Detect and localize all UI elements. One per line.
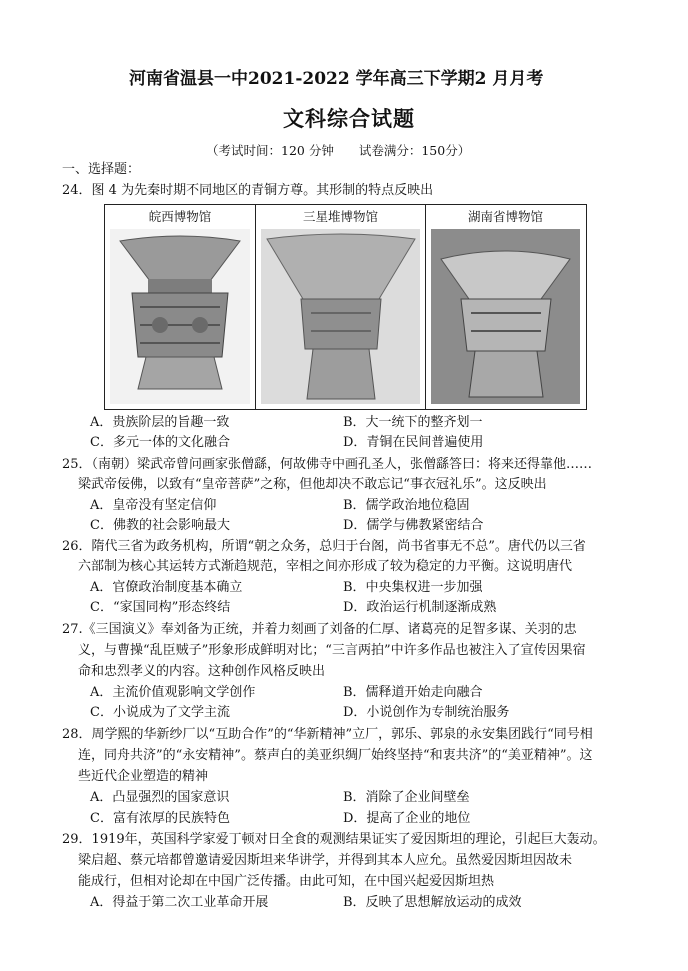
question-25-option-c: C．佛教的社会影响最大 (90, 518, 230, 533)
question-25-option-b: B．儒学政治地位稳固 (343, 498, 470, 513)
question-29-line-2: 梁启超、蔡元培都曾邀请爱因斯坦来华讲学，并得到其本人应允。虽然爱因斯坦因故未 (78, 853, 573, 868)
exam-title: 河南省温县一中2021-2022 学年高三下学期2 月月考 (129, 69, 544, 89)
question-24-option-d: D．青铜在民间普遍使用 (343, 435, 484, 450)
figure-panel-label: 湖南省博物馆 (467, 209, 543, 224)
question-27-option-c: C．小说成为了文学主流 (90, 705, 230, 720)
question-26-option-c: C．“家国同构”形态终结 (90, 600, 231, 615)
question-26-option-d: D．政治运行机制逐渐成熟 (343, 600, 497, 615)
bronze-vessels-figure (104, 204, 587, 410)
question-27-option-b: B．儒释道开始走向融合 (343, 685, 483, 700)
figure-panel-hunan (426, 205, 585, 409)
question-28-line-2: 连，同舟共济”的“永安精神”。蔡声白的美亚织绸厂始终坚持“和衷共济”的“美亚精神”。这 (78, 748, 593, 763)
question-28-option-c: C．富有浓厚的民族特色 (90, 811, 230, 826)
question-25-option-a: A．皇帝没有坚定信仰 (90, 498, 217, 513)
question-26-line-1: 26．隋代三省为政务机构，所谓“朝之众务，总归于台阁，尚书省事无不总”。唐代仍以三省 (62, 539, 586, 554)
bronze-zun-photo (261, 229, 420, 404)
question-29-line-1: 29．1919年，英国科学家爱丁顿对日全食的观测结果证实了爱因斯坦的理论，引起巨大轰动。 (62, 832, 606, 847)
figure-panel-wanxi (105, 205, 256, 409)
question-29-line-3: 能成行，但相对论却在中国广泛传播。由此可知，在中国兴起爱因斯坦热 (78, 874, 495, 889)
question-24-option-c: C．多元一体的文化融合 (90, 435, 230, 450)
exam-subtitle: 文科综合试题 (283, 106, 415, 131)
question-28-option-d: D．提高了企业的地位 (343, 811, 471, 826)
question-27-option-d: D．小说创作为专制统治服务 (343, 705, 510, 720)
question-26-option-b: B．中央集权进一步加强 (343, 580, 483, 595)
question-28-line-1: 28．周学熙的华新纱厂以“互助合作”的“华新精神”立厂，郭乐、郭泉的永安集团践行“同号相 (62, 727, 593, 742)
question-29-option-b: B．反映了思想解放运动的成效 (343, 895, 522, 910)
question-27-line-1: 27.《三国演义》奉刘备为正统，并着力刻画了刘备的仁厚、诸葛亮的足智多谋、关羽的忠 (62, 622, 577, 637)
question-28-option-a: A．凸显强烈的国家意识 (90, 790, 230, 805)
question-27-line-2: 义，与曹操“乱臣贼子”形象形成鲜明对比；“三言两拍”中许多作品也被注入了宣传因果宿 (78, 643, 586, 658)
figure-panel-sanxingdui (256, 205, 426, 409)
question-27-line-3: 命和忠烈孝义的内容。这种创作风格反映出 (78, 664, 326, 679)
question-25-line-2: 梁武帝佞佛，以致有“皇帝菩萨”之称，但他却决不敢忘记“事衣冠礼乐”。这反映出 (78, 477, 547, 492)
question-25-line-1: 25．（南朝）梁武帝曾问画家张僧繇，何故佛寺中画孔圣人，张僧繇答曰：将来还得靠他…… (62, 457, 593, 472)
question-26-line-2: 六部制为核心其运转方式渐趋规范，宰相之间亦形成了较为稳定的力平衡。这说明唐代 (78, 559, 573, 574)
section-heading: 一、选择题： (62, 162, 141, 177)
question-24-option-a: A．贵族阶层的旨趣一致 (90, 415, 230, 430)
figure-panel-label: 皖西博物馆 (148, 209, 212, 224)
question-29-option-a: A．得益于第二次工业革命开展 (90, 895, 269, 910)
question-24-line-1: 24．图 4 为先秦时期不同地区的青铜方尊。其形制的特点反映出 (62, 183, 434, 198)
exam-info: （考试时间：120 分钟 试卷满分：150分） (206, 143, 471, 158)
bronze-zun-photo (110, 229, 250, 404)
question-28-line-3: 些近代企业塑造的精神 (78, 769, 209, 784)
question-27-option-a: A．主流价值观影响文学创作 (90, 685, 256, 700)
figure-panel-label: 三星堆博物馆 (302, 209, 378, 224)
question-24-option-b: B．大一统下的整齐划一 (343, 415, 483, 430)
question-25-option-d: D．儒学与佛教紧密结合 (343, 518, 484, 533)
bronze-zun-photo (431, 229, 580, 404)
question-26-option-a: A．官僚政治制度基本确立 (90, 580, 243, 595)
question-28-option-b: B．消除了企业间壁垒 (343, 790, 470, 805)
